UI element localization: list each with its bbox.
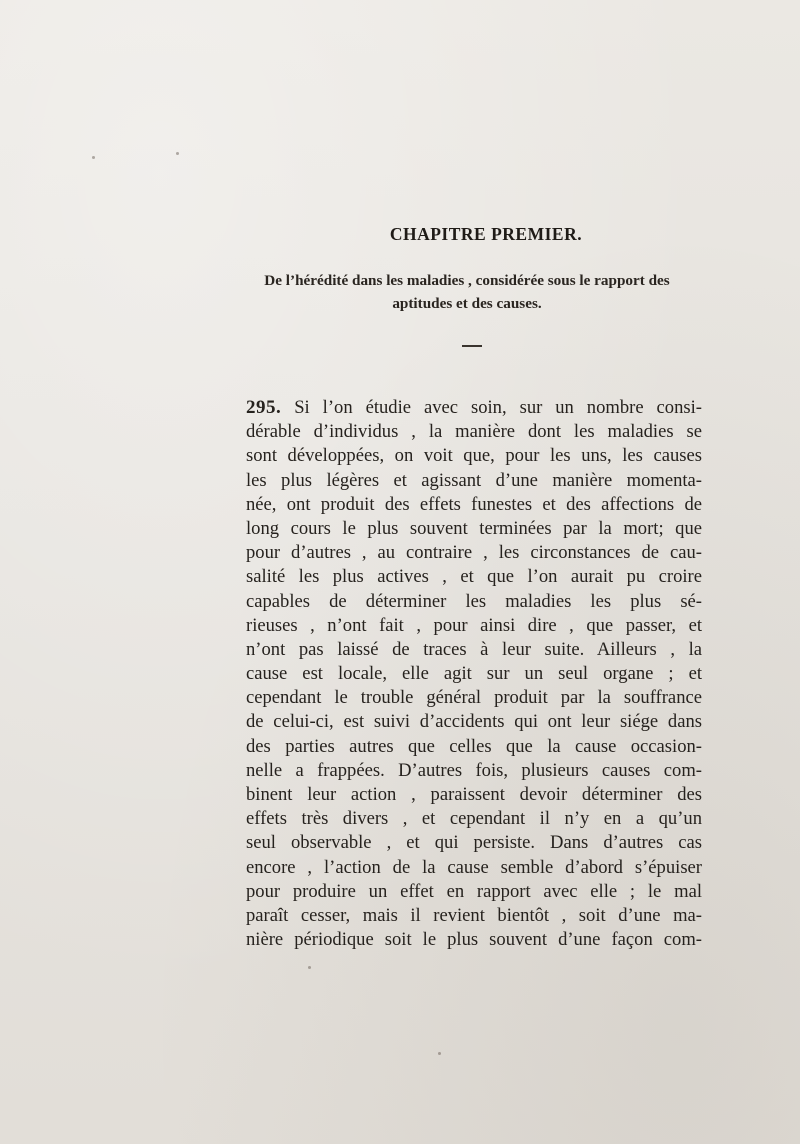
paragraph-line: cependant le trouble général produit par la souffrance — [246, 687, 702, 709]
paragraph-line: paraît cesser, mais il revient bientôt , soit d’une ma- — [246, 904, 702, 926]
paragraph-line: capables de déterminer les maladies les plus sé- — [246, 590, 702, 612]
paragraph-first-line-text: Si l’on étudie avec soin, sur un nombre consi- — [294, 397, 702, 418]
paragraph-line: de celui-ci, est suivi d’accidents qui ont leur siége dans — [246, 711, 702, 733]
paragraph-first-line — [246, 396, 702, 420]
paper-speck — [92, 156, 95, 159]
paragraph-line: des parties autres que celles que la cause occasion- — [246, 735, 702, 757]
chapter-subtitle-line: aptitudes et des causes. — [392, 295, 542, 312]
section-separator — [462, 345, 482, 347]
chapter-title: CHAPITRE PREMIER. — [389, 224, 583, 244]
chapter-subtitle — [232, 269, 702, 315]
paragraph-line: cause est locale, elle agit sur un seul organe ; et — [246, 663, 702, 685]
paragraph-line: les plus légères et agissant d’une manière momenta- — [246, 469, 702, 491]
paper-speck — [308, 966, 311, 969]
paragraph-line: née, ont produit des effets funestes et des affections de — [246, 493, 702, 515]
paragraph-line: dérable d’individus , la manière dont les maladies se — [246, 421, 702, 443]
paragraph-line: pour produire un effet en rapport avec elle ; le mal — [246, 880, 702, 902]
paragraph-line: effets très divers , et cependant il n’y en a qu’un — [246, 808, 702, 830]
paragraph-body — [246, 396, 702, 952]
paragraph-line: pour d’autres , au contraire , les circonstances de cau- — [246, 542, 702, 564]
chapter-subtitle-line: De l’hérédité dans les maladies , considérée sous le rapport des — [264, 272, 670, 289]
paragraph-line: nelle a frappées. D’autres fois, plusieurs causes com- — [246, 759, 702, 781]
paragraph-line: sont développées, on voit que, pour les uns, les causes — [246, 445, 702, 467]
paragraph-line: n’ont pas laissé de traces à leur suite. Ailleurs , la — [246, 638, 702, 660]
paragraph-line: rieuses , n’ont fait , pour ainsi dire , que passer, et — [246, 614, 702, 636]
paragraph-line: long cours le plus souvent terminées par la mort; que — [246, 517, 702, 539]
paragraph-line: binent leur action , paraissent devoir déterminer des — [246, 784, 702, 805]
paragraph-number: 295. — [246, 397, 282, 418]
paper-speck — [176, 152, 179, 155]
paragraph-line: salité les plus actives , et que l’on aurait pu croire — [246, 566, 702, 588]
paper-speck — [438, 1052, 441, 1055]
paragraph-line: encore , l’action de la cause semble d’abord s’épuiser — [246, 856, 702, 878]
paragraph-line: seul observable , et qui persiste. Dans d’autres cas — [246, 832, 702, 854]
paragraph-line: nière périodique soit le plus souvent d’une façon com- — [246, 929, 702, 951]
